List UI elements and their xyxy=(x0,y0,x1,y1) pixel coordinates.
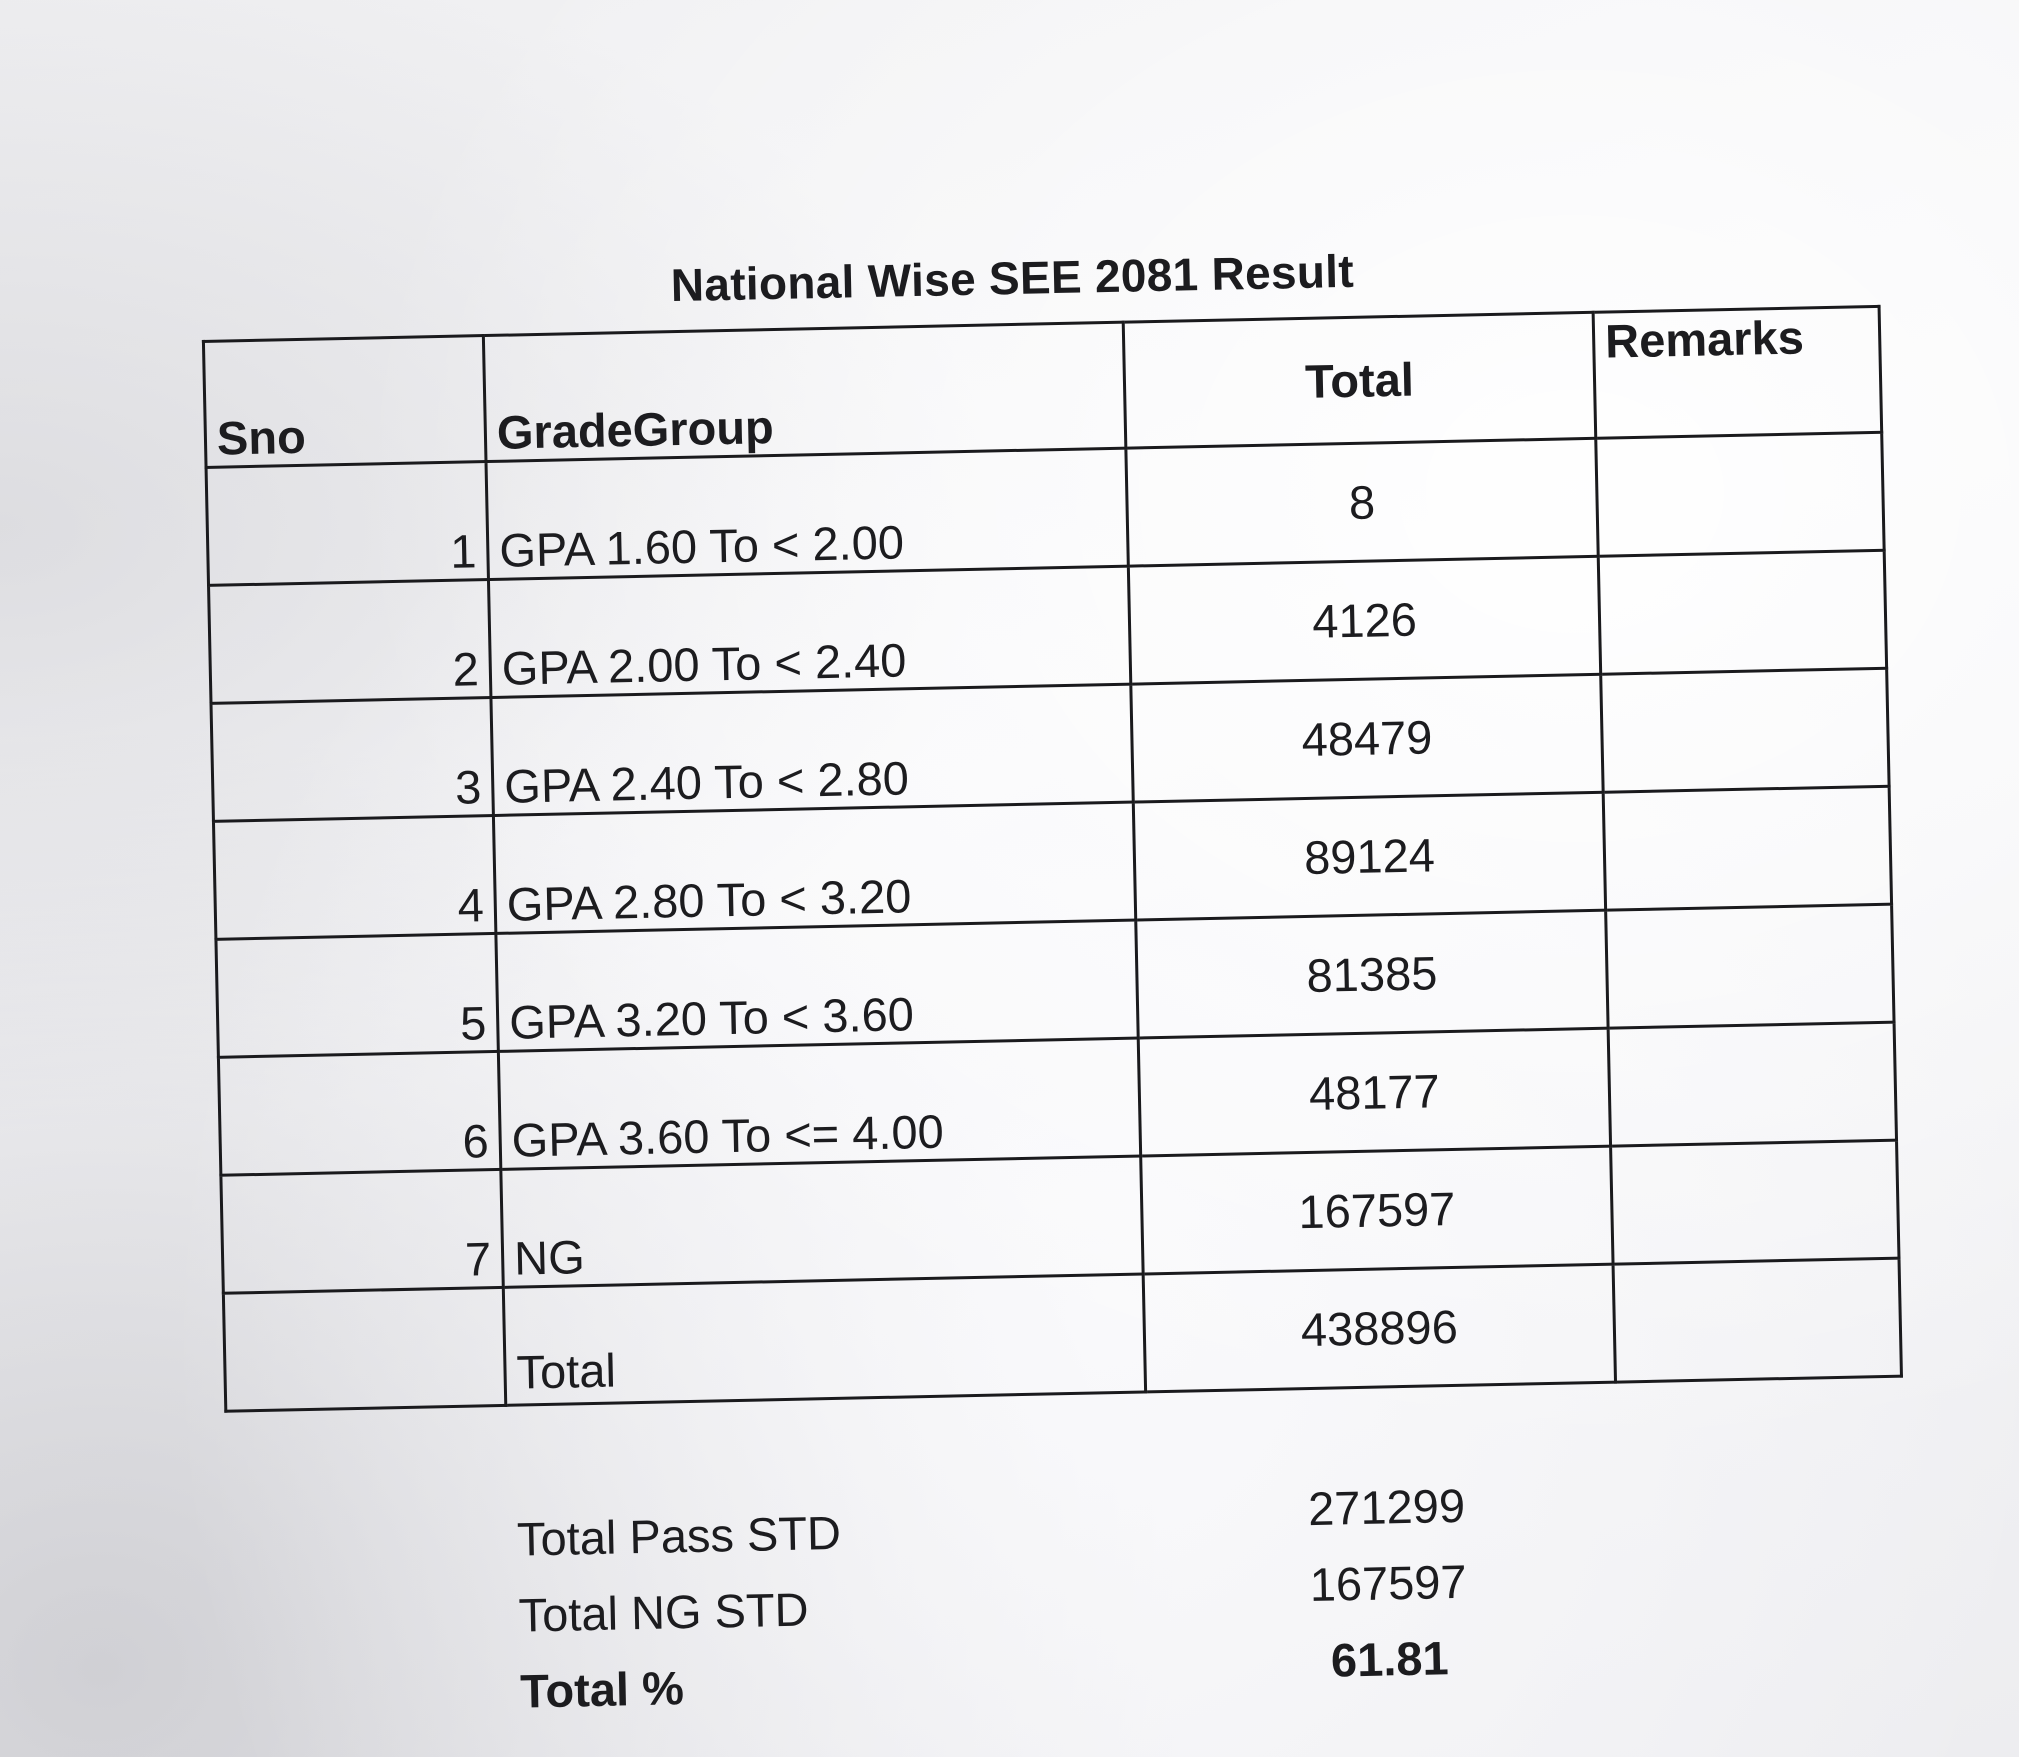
total-cell: 167597 xyxy=(1141,1146,1613,1274)
remarks-cell xyxy=(1603,786,1891,910)
remarks-cell xyxy=(1598,550,1886,674)
total-cell: 48177 xyxy=(1138,1028,1610,1156)
remarks-cell xyxy=(1611,1140,1899,1264)
result-table xyxy=(202,305,1903,1413)
summary-label: Total % xyxy=(519,1661,685,1718)
remarks-cell xyxy=(1608,1022,1896,1146)
summary-value: 271299 xyxy=(1307,1478,1466,1536)
header-remarks: Remarks xyxy=(1593,306,1882,438)
sno-cell xyxy=(223,1287,505,1411)
grade-group-total-label: Total xyxy=(503,1274,1145,1405)
header-grade-group: GradeGroup xyxy=(483,322,1125,461)
grade-group-cell: NG xyxy=(501,1156,1143,1287)
summary-block xyxy=(516,1478,1521,1740)
remarks-cell xyxy=(1596,432,1884,556)
grade-group-cell: GPA 3.20 To < 3.60 xyxy=(496,920,1138,1051)
sno-cell: 2 xyxy=(209,580,491,704)
grade-group-cell: GPA 2.00 To < 2.40 xyxy=(488,566,1130,697)
grade-group-cell: GPA 3.60 To <= 4.00 xyxy=(498,1038,1140,1169)
header-sno: Sno xyxy=(203,336,486,468)
sno-cell: 5 xyxy=(216,933,498,1057)
sno-cell: 3 xyxy=(211,698,493,822)
total-cell: 4126 xyxy=(1128,556,1600,684)
grade-group-cell: GPA 2.80 To < 3.20 xyxy=(493,802,1135,933)
total-cell: 48479 xyxy=(1131,674,1603,802)
total-cell: 8 xyxy=(1126,438,1598,566)
sno-cell: 1 xyxy=(206,462,488,586)
summary-label: Total Pass STD xyxy=(516,1505,842,1566)
result-sheet xyxy=(200,215,1921,1730)
summary-value: 61.81 xyxy=(1330,1631,1450,1687)
sno-cell: 4 xyxy=(213,815,495,939)
summary-label: Total NG STD xyxy=(518,1582,810,1642)
remarks-cell xyxy=(1601,668,1889,792)
grand-total-cell: 438896 xyxy=(1143,1264,1615,1392)
remarks-cell xyxy=(1606,904,1894,1028)
total-cell: 81385 xyxy=(1136,910,1608,1038)
grade-group-cell: GPA 2.40 To < 2.80 xyxy=(491,684,1133,815)
total-cell: 89124 xyxy=(1133,792,1605,920)
grade-group-cell: GPA 1.60 To < 2.00 xyxy=(486,448,1128,579)
header-total: Total xyxy=(1123,312,1596,448)
remarks-cell xyxy=(1613,1258,1901,1382)
sno-cell: 7 xyxy=(221,1169,503,1293)
summary-value: 167597 xyxy=(1309,1554,1468,1612)
document-title: National Wise SEE 2081 Result xyxy=(670,244,1355,312)
sno-cell: 6 xyxy=(218,1051,500,1175)
